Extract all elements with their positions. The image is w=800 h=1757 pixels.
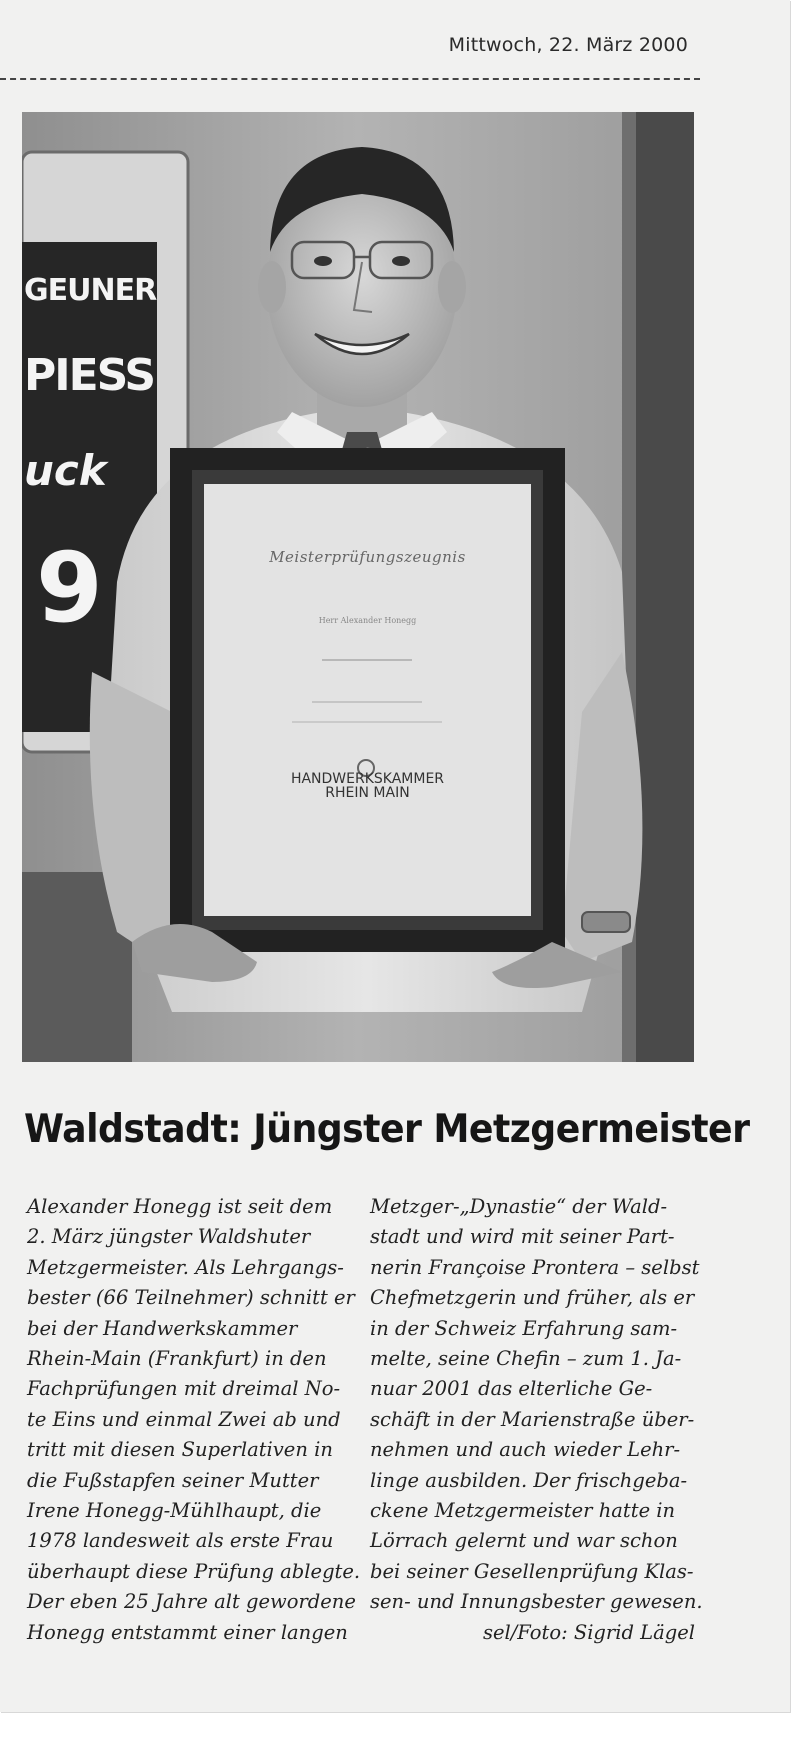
text-line: Chefmetzgerin und früher, als er (370, 1286, 695, 1310)
text-line: schäft in der Marienstraße über- (370, 1407, 695, 1431)
shop-sign (22, 262, 157, 722)
text-line: Metzger-„Dynastie“ der Wald- (370, 1195, 668, 1218)
text-line: stadt und wird mit seiner Part- (370, 1225, 675, 1249)
text-line: nuar 2001 das elterliche Ge- (370, 1377, 653, 1401)
text-line: 2. März jüngster Waldshuter (27, 1225, 311, 1249)
text-line: linge ausbilden. Der frischgeba- (370, 1468, 688, 1492)
text-line: überhaupt diese Prüfung ablegte. (27, 1559, 361, 1583)
text-line: Rhein-Main (Frankfurt) in den (27, 1347, 327, 1371)
issue-date: Mittwoch, 22. März 2000 (448, 34, 688, 56)
text-line: bester (66 Teilnehmer) schnitt er (27, 1286, 355, 1310)
certificate (204, 484, 531, 916)
text-line: in der Schweiz Erfahrung sam- (370, 1316, 678, 1340)
text-line: Fachprüfungen mit dreimal No- (27, 1377, 341, 1401)
sign-line-4: 9 (36, 532, 103, 644)
text-line: Irene Honegg-Mühlhaupt, die (27, 1499, 322, 1523)
text-line: ckene Metzgermeister hatte in (370, 1499, 676, 1523)
sign-line-2: PIESS (24, 350, 155, 401)
text-line: Metzgermeister. Als Lehrgangs- (27, 1255, 344, 1279)
text-line: nehmen und auch wieder Lehr- (370, 1438, 681, 1462)
issuer-line-1: HANDWERKSKAMMER (290, 771, 445, 787)
text-line: melte, seine Chefin – zum 1. Ja- (370, 1347, 682, 1371)
sign-line-1: GEUNER (24, 273, 157, 308)
text-line: te Eins und einmal Zwei ab und (27, 1407, 341, 1431)
article-headline: Waldstadt: Jüngster Metzgermeister (24, 1107, 750, 1152)
issuer-line-2: RHEIN MAIN (325, 785, 410, 801)
text-line: die Fußstapfen seiner Mutter (27, 1468, 319, 1492)
dashed-divider (0, 78, 700, 80)
text-line: Alexander Honegg ist seit dem (27, 1195, 333, 1218)
article-column-2 (370, 1192, 703, 1648)
text-line: tritt mit diesen Superlativen in (27, 1438, 333, 1462)
text-line: Der eben 25 Jahre alt gewordene (27, 1590, 356, 1614)
article-photo (22, 112, 694, 1062)
text-line: sen- und Innungsbester gewesen. (370, 1590, 703, 1614)
article-column-1 (27, 1192, 362, 1648)
certificate-issuer (204, 772, 531, 800)
text-line: bei der Handwerkskammer (27, 1316, 298, 1340)
text-line: 1978 landesweit als erste Frau (27, 1529, 334, 1553)
text-line: Honegg entstammt einer langen (27, 1620, 348, 1644)
text-line: nerin Françoise Prontera – selbst (370, 1255, 700, 1279)
certificate-name: Herr Alexander Honegg (318, 616, 417, 625)
photo-credit: sel/Foto: Sigrid Lägel (482, 1620, 695, 1644)
sign-line-3: uck (24, 446, 107, 495)
text-line: Lörrach gelernt und war schon (370, 1529, 678, 1553)
text-line: bei seiner Gesellenprüfung Klas- (370, 1559, 694, 1583)
certificate-title: Meisterprüfungszeugnis (269, 548, 466, 566)
